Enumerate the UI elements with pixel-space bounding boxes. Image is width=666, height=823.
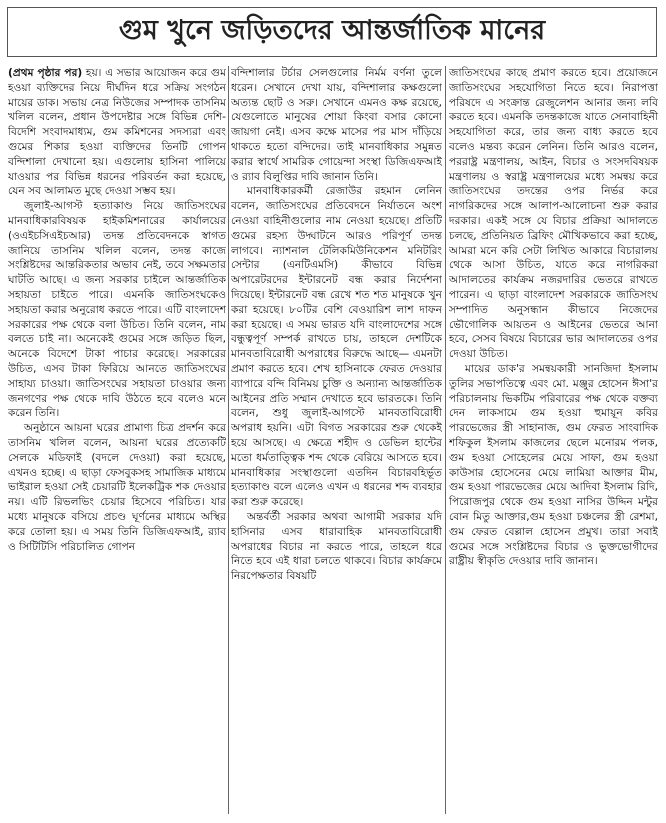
paragraph-text: মায়ের ডাক'র সমন্বয়কারী সানজিদা ইসলাম তুলির সভাপতিত্বে এবং মো. মঞ্জুর হোসেন ঈসা'র পরিচালনায় ভিকটিম পরিবারের পক্ষ থেকে বক্তব্য দেন লাকসামে গুম হওয়া হুমায়ূন কবির পারভেজের স্ত্রী সাহানাজ, গুম ফেরত সাংবাদিক শফিকুল ইসলাম কাজলের ছেলে মনোরম পলক, গুম হওয়া সোহেলের মেয়ে সাফা, গুম হওয়া কাউসার হোসেনের মেয়ে লামিয়া আক্তার মীম, গুম হওয়া পারভেজের মেয়ে আদিবা ইসলাম রিদি, পিরোজপুর থেকে গুম হওয়া নাসির উদ্দিন মন্টুর বোন মিতু আক্তার,গুম হওয়া চঞ্চলের স্ত্রী রেশমা, গুম ফেরত বেল্লাল হোসেন প্রমুখ। তারা সবাই গুমের সঙ্গে সংশ্লিষ্টদের বিচার ও ভুক্তভোগীদের রাষ্ট্রীয় স্বীকৃতি দেওয়ার দাবি জানান। [449,362,658,568]
paragraph-text: মানবাধিকারকর্মী রেজাউর রহমান লেনিন বলেন, জাতিসংঘের প্রতিবেদনে নির্যাতনে অংশ নেওয়া বাহিনীগুলোর নাম নেওয়া হয়েছে। প্রতিটি গুমের রহস্য উদ্ঘাটনে আরও পরিপূর্ণ তদন্ত লাগবে। ন্যাশনাল টেলিকমিউনিকেশন মনিটরিং সেন্টার (এনটিএমসি) কীভাবে বিভিন্ন অপারেটরদের ইন্টারনেট বন্ধ করার নির্দেশনা দিয়েছে। ইন্টারনেট বন্ধ রেখে শত শত মানুষকে খুন করা হয়েছে। ৮০টির বেশি বেওয়ারিশ লাশ দাফন করা হয়েছে। এ সময় ভারত যদি বাংলাদেশের সঙ্গে বন্ধুত্বপূর্ণ সম্পর্ক রাখতে চায়, তাহলে দেশটিকে মানবতাবিরোধী অপরাধের বিরুদ্ধে আছে— এমনটা প্রমাণ করতে হবে। শেখ হাসিনাকে ফেরত দেওয়ার ব্যাপারে বন্দি বিনিময় চুক্তি ও অন্যান্য আন্তর্জাতিক আইনের প্রতি সম্মান দেখাতে হবে ভারতকে। তিনি বলেন, শুধু জুলাই-আগস্টে মানবতাবিরোধী অপরাধ হয়নি। এটা বিগত সরকারের শুরু থেকেই হয়ে আসছে। এ ক্ষেত্রে শহীদ ও ডেভিল হান্টের মতো ধর্মতাত্ত্বিক শব্দ থেকে বেরিয়ে আসতে হবে। মানবাধিকার সংস্থাগুলো এতদিন বিচারবহির্ভূত হত্যাকাণ্ড বলে এলেও এখন এ ধরনের শব্দ ব্যবহার করা শুরু করেছে। [231,185,442,509]
paragraph-text: বন্দিশালার টর্চার সেলগুলোর নির্মম বর্ণনা তুলে ধরেন। সেখানে দেখা যায়, বন্দিশালার কক্ষগুলো অত্যন্ত ছোট ও সরু। সেখানে এমনও কক্ষ রয়েছে, যেগুলোতে মানুষের শোয়া কিংবা বসার কোনো জায়গা নেই। এসব কক্ষে মাসের পর মাস দাঁড়িয়ে থাকতে হতো বন্দিদের। তাই মানবাধিকার সমুন্নত করার স্বার্থে সামরিক গোয়েন্দা সংস্থা ডিজিএফআই ও র‍্যাব বিলুপ্তির দাবি জানান তিনি। [231,67,442,183]
paragraph-text: অন্তর্বর্তী সরকার অথবা আগামী সরকার যদি হাসিনার এসব ধারাবাহিক মানবতাবিরোধী অপরাধের বিচার না করতে পারে, তাহলে ধরে নিতে হবে এই ধারা চলতে থাকবে। বিচার কার্যক্রমে নিরপেক্ষতার বিষয়টি [231,510,442,583]
paragraph [8,421,226,554]
continuation-label: (প্রথম পৃষ্ঠার পর) [8,67,83,79]
paragraph [231,184,442,510]
column-divider [228,66,229,814]
column-divider [445,66,446,814]
paragraph [8,66,226,199]
paragraph-text: জুলাই-আগস্ট হত্যাকাণ্ড নিয়ে জাতিসংঘের মানবাধিকারবিষয়ক হাইকমিশনারের কার্যালয়ের (ওএইচসিএইচআর) তদন্ত প্রতিবেদনকে স্বাগত জানিয়ে তাসনিম খলিল বলেন, তদন্ত কাজে সংশ্লিষ্টদের আন্তরিকতার অভাব নেই, তবে সক্ষমতার ঘাটতি আছে। এ জন্য সরকার চাইলে আন্তর্জাতিক সহায়তা চাইতে পারে। এমনকি জাতিসংঘকেও সহায়তা করার অনুরোধ করতে পারে। এটি বাংলাদেশ সরকারের পক্ষ থেকে বলা উচিত। তিনি বলেন, নাম বলতে চাই না। অনেকেই গুমের সঙ্গে জড়িত ছিল, অনেকে বিদেশে টাকা পাচার করেছে। সরকারের উচিত, এসব টাকা ফিরিয়ে আনতে জাতিসংঘের সাহায্য চাওয়া। জাতিসংঘের সহায়তা চাওয়ার জন্য জনগণের পক্ষ থেকে দাবি উঠতে হবে বলেও মনে করেন তিনি। [8,200,226,420]
headline [7,7,657,57]
paragraph [8,199,226,421]
headline-text: গুম খুনে জড়িতদের আন্তর্জাতিক মানের [118,14,546,46]
paragraph [231,66,442,184]
article-column-2 [231,66,442,818]
article-column-1 [8,66,226,818]
paragraph [449,362,658,569]
paragraph-text: জাতিসংঘের কাছে প্রমাণ করতে হবে। প্রয়োজনে জাতিসংঘের সহযোগিতা নিতে হবে। নিরাপত্তা পরিষদে এ সংক্রান্ত রেজুলেশন আনার জন্য লবি করতে হবে। এমনকি তদন্তকাজে যাতে সেনাবাহিনী সহযোগিতা করে, তার জন্য বাধ্য করতে হবে বলেও মন্তব্য করেন লেনিন। তিনি আরও বলেন, পররাষ্ট্র মন্ত্রণালয়, আইন, বিচার ও সংসদবিষয়ক মন্ত্রণালয় ও স্বরাষ্ট্র মন্ত্রণালয়ের মধ্যে সমন্বয় করে জাতিসংঘের তদন্তের ওপর নির্ভর করে নাগরিকদের সঙ্গে আলাপ-আলোচনা শুরু করার দরকার। একই সঙ্গে যে বিচার প্রক্রিয়া আদালতে চলছে, প্রতিনিয়ত ব্রিফিং মৌখিকভাবে করা হচ্ছে, আমরা মনে করি সেটা লিখিত আকারে বিচারালয় থেকে আসা উচিত, যাতে করে নাগরিকরা আদালতের কার্যক্রম নজরদারির ভেতরে রাখতে পারেন। এ ছাড়া বাংলাদেশ সরকারকে জাতিসংঘ সম্পাদিত অনুসন্ধান কীভাবে নিজেদের ভৌগোলিক আয়তন ও আইনের ভেতরে আনা হবে, সেসব বিষয়ে বিচারের ভার আদালতের ওপর দেওয়া উচিত। [449,67,658,361]
paragraph-text: অনুষ্ঠানে আয়না ঘরের প্রামাণ্য চিত্র প্রদর্শন করে তাসনিম খলিল বলেন, আয়না ঘরের প্রত্যেকটি সেলকে মডিফাই (বদলে দেওয়া) করা হয়েছে, এখনও হচ্ছে। এ ছাড়া ফেসবুকসহ সামাজিক মাধ্যমে ভাইরাল হওয়া সেই চেয়ারটি ইলেকট্রিক শক দেওয়ার নয়। এটি রিভলভিং চেয়ার হিসেবে পরিচিত। যার মধ্যে মানুষকে বসিয়ে প্রচণ্ড ঘূর্ণনের মাধ্যমে অস্থির করে তোলা হয়। এ সময় তিনি ডিজিএফআই, র‍্যাব ও সিটিটিসি পরিচালিত গোপন [8,422,226,553]
paragraph-text: হয়। এ সভার আয়োজন করে গুম হওয়া ব্যক্তিদের নিয়ে দীর্ঘদিন ধরে সক্রিয় সংগঠন মায়ের ডাক। সভায় নেত্র নিউজের সম্পাদক তাসনিম খলিল বলেন, প্রধান উপদেষ্টার সঙ্গে বিভিন্ন দেশি-বিদেশি সংবাদমাধ্যম, গুম কমিশনের সদস্যরা এবং গুমের শিকার হওয়া ব্যক্তিদের তিনটি গোপন বন্দিশালা দেখানো হয়। এগুলোয় হাসিনা পালিয়ে যাওয়ার পর বিভিন্ন ধরনের পরিবর্তন করা হয়েছে, যেন সব আলামত মুছে দেওয়া সম্ভব হয়। [8,67,226,198]
paragraph [449,66,658,362]
article-column-3 [449,66,658,818]
paragraph [231,510,442,584]
